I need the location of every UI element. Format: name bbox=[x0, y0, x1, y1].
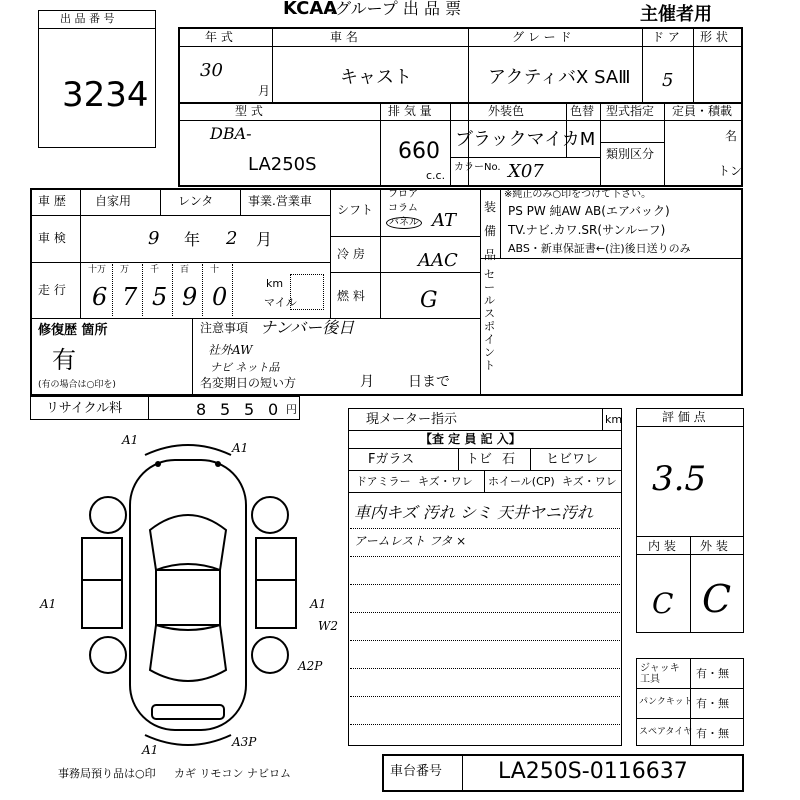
fuel-label: 燃 料 bbox=[337, 289, 365, 303]
inspection-label: 車 検 bbox=[38, 231, 66, 245]
repaint-label: 色替 bbox=[570, 104, 595, 118]
yen-unit: 円 bbox=[286, 403, 297, 416]
year-label: 年 式 bbox=[205, 30, 233, 44]
sales-point-label: セールスポイント bbox=[484, 268, 495, 372]
digit-header: 十万 bbox=[88, 265, 107, 275]
business-option: 事業.営業車 bbox=[248, 194, 312, 208]
windshield-option-stone: 石 bbox=[502, 452, 516, 467]
class-label: 類別区分 bbox=[606, 147, 655, 161]
panel-option: パネル bbox=[386, 217, 422, 229]
year-value: 30 bbox=[200, 60, 223, 81]
equipment-label: 装備品 bbox=[484, 200, 497, 262]
damage-mark: A1 bbox=[310, 597, 327, 611]
displacement-label: 排 気 量 bbox=[388, 104, 432, 118]
notes-line-2: 社外AW bbox=[208, 343, 253, 357]
km-label: km bbox=[266, 277, 284, 290]
jack-tool-option: 有・無 bbox=[696, 667, 729, 680]
overall-score: 3.5 bbox=[652, 459, 707, 499]
designation-label: 型式指定 bbox=[606, 104, 655, 118]
repair-history-note: (有の場合は○印を) bbox=[38, 380, 116, 390]
exterior-label: 外 装 bbox=[700, 539, 728, 553]
damage-mark: A1 bbox=[142, 743, 159, 757]
digit-header: 千 bbox=[150, 265, 160, 275]
damage-mark: A1 bbox=[232, 441, 249, 455]
recycle-digit: 5 bbox=[244, 400, 255, 419]
logo: KCAA bbox=[283, 0, 338, 19]
model-prefix: DBA- bbox=[210, 124, 252, 143]
held-items: カギ リモコン ナビロム bbox=[174, 767, 291, 780]
mileage-digit: 6 bbox=[92, 283, 108, 311]
grade-value: アクティバX SAⅢ bbox=[488, 67, 631, 88]
wheel-value: キズ・ワレ bbox=[562, 475, 617, 488]
mileage-dotted-box bbox=[290, 274, 324, 310]
door-count: 5 bbox=[662, 70, 674, 91]
shift-value: AT bbox=[432, 210, 457, 231]
chassis-number-label: 車台番号 bbox=[390, 764, 443, 779]
fuel-value: G bbox=[420, 288, 438, 313]
mileage-digit: 9 bbox=[182, 283, 198, 311]
notes-line-1: ナンバー後日 bbox=[260, 318, 355, 337]
lot-number: 3234 bbox=[62, 75, 149, 115]
puncture-kit-option: 有・無 bbox=[696, 697, 729, 710]
mileage-label: 走 行 bbox=[38, 283, 66, 297]
month-unit: 月 bbox=[258, 84, 271, 98]
windshield-option-crack: ヒビワレ bbox=[546, 452, 599, 467]
damage-mark: A2P bbox=[298, 659, 323, 673]
car-name-label: 車 名 bbox=[330, 30, 358, 44]
windshield-label: Fガラス bbox=[368, 452, 415, 467]
organizer-label: 主催者用 bbox=[640, 4, 712, 25]
digit-header: 百 bbox=[180, 265, 190, 275]
document-title: .グループ 出 品 票 bbox=[330, 0, 462, 18]
interior-label: 内 装 bbox=[648, 539, 676, 553]
damage-mark: A3P bbox=[232, 735, 257, 749]
inspection-month: 2 bbox=[226, 228, 238, 249]
damage-mark: W2 bbox=[318, 619, 338, 633]
meter-label: 現メーター指示 bbox=[366, 412, 458, 427]
grade-label: グ レ ー ド bbox=[512, 30, 572, 44]
inspector-comment-1: 車内キズ 汚れ シミ 天井ヤニ汚れ bbox=[354, 503, 593, 522]
recycle-digit: 0 bbox=[268, 400, 279, 419]
capacity-label: 定員・積載 bbox=[672, 104, 733, 118]
color-label: 外装色 bbox=[488, 104, 525, 118]
tons-unit: トン bbox=[718, 164, 743, 178]
mile-label: マイル bbox=[264, 296, 297, 309]
repair-history-value: 有 bbox=[52, 346, 76, 374]
recycle-digit: 5 bbox=[220, 400, 231, 419]
door-label: ド ア bbox=[652, 30, 680, 44]
name-change-deadline-label: 名変期日の短い方 bbox=[200, 376, 297, 390]
persons-unit: 名 bbox=[725, 129, 738, 143]
lot-number-label: 出 品 番 号 bbox=[60, 12, 115, 25]
private-use-option: 自家用 bbox=[95, 194, 132, 208]
door-mirror-label: ドアミラー bbox=[356, 475, 411, 488]
digit-header: 万 bbox=[120, 265, 130, 275]
recycle-digit: 8 bbox=[196, 400, 207, 419]
repair-history-label: 修復歴 箇所 bbox=[38, 323, 108, 338]
spare-tire-label: スペアタイヤ bbox=[639, 727, 693, 737]
mileage-digit: 5 bbox=[152, 283, 168, 311]
deadline-month-unit: 月 bbox=[360, 374, 374, 390]
recycle-fee-label: リサイクル料 bbox=[46, 401, 123, 416]
inspector-comment-2: アームレスト フタ × bbox=[354, 534, 467, 548]
cc-unit: c.c. bbox=[426, 169, 446, 182]
shift-label: シフト bbox=[337, 203, 374, 217]
puncture-kit-label: パンクキット bbox=[639, 697, 693, 707]
notes-line-3: ナビ ネット品 bbox=[210, 361, 280, 374]
floor-option: フロア bbox=[388, 189, 418, 200]
equipment-line-3: ABS・新車保証書←(注)後日送りのみ bbox=[508, 242, 691, 255]
deadline-day-unit: 日まで bbox=[408, 374, 450, 390]
interior-grade: C bbox=[652, 587, 674, 620]
model-code: LA250S bbox=[248, 154, 317, 175]
door-mirror-value: キズ・ワレ bbox=[418, 475, 473, 488]
car-damage-diagram bbox=[60, 430, 340, 760]
equipment-note: ※純正のみ○印をつけて下さい。 bbox=[504, 189, 652, 200]
ac-value: AAC bbox=[418, 250, 458, 271]
inspection-month-unit: 月 bbox=[256, 230, 273, 249]
body-type-label: 形 状 bbox=[700, 30, 728, 44]
jack-tool-label: ジャッキ工具 bbox=[640, 663, 680, 685]
keys-note: 事務局預り品は○印 bbox=[58, 767, 156, 780]
displacement-value: 660 bbox=[398, 139, 440, 164]
ac-label: 冷 房 bbox=[337, 247, 365, 261]
color-code-label: カラーNo. bbox=[454, 162, 501, 173]
wheel-label: ホイール(CP) bbox=[488, 475, 555, 488]
mileage-digit: 0 bbox=[212, 283, 228, 311]
damage-mark: A1 bbox=[122, 433, 139, 447]
equipment-line-1: PS PW 純AW AB(エアバック) bbox=[508, 204, 670, 218]
inspection-year-unit: 年 bbox=[184, 230, 201, 249]
damage-mark: A1 bbox=[40, 597, 57, 611]
exterior-grade: C bbox=[702, 577, 732, 621]
mileage-digit: 7 bbox=[122, 283, 138, 311]
color-code: X07 bbox=[508, 161, 544, 182]
equipment-line-2: TV.ナビ.カワ.SR(サンルーフ) bbox=[508, 223, 666, 237]
color-value: ブラックマイカM bbox=[455, 129, 596, 150]
rental-option: レンタ bbox=[178, 194, 214, 208]
history-label: 車 歴 bbox=[38, 194, 66, 208]
inspection-year: 9 bbox=[148, 228, 160, 249]
spare-tire-option: 有・無 bbox=[696, 727, 729, 740]
chassis-number: LA250S-0116637 bbox=[498, 759, 688, 784]
model-label: 型 式 bbox=[235, 104, 263, 118]
notes-label: 注意事項 bbox=[200, 321, 249, 335]
car-name: キャスト bbox=[340, 67, 412, 88]
digit-header: 十 bbox=[210, 265, 220, 275]
score-label: 評 価 点 bbox=[662, 410, 706, 424]
meter-unit: km bbox=[605, 413, 623, 426]
windshield-option-chip: トビ bbox=[466, 452, 493, 467]
inspector-title: 【査 定 員 記 入】 bbox=[420, 432, 521, 446]
column-option: コラム bbox=[388, 203, 418, 214]
